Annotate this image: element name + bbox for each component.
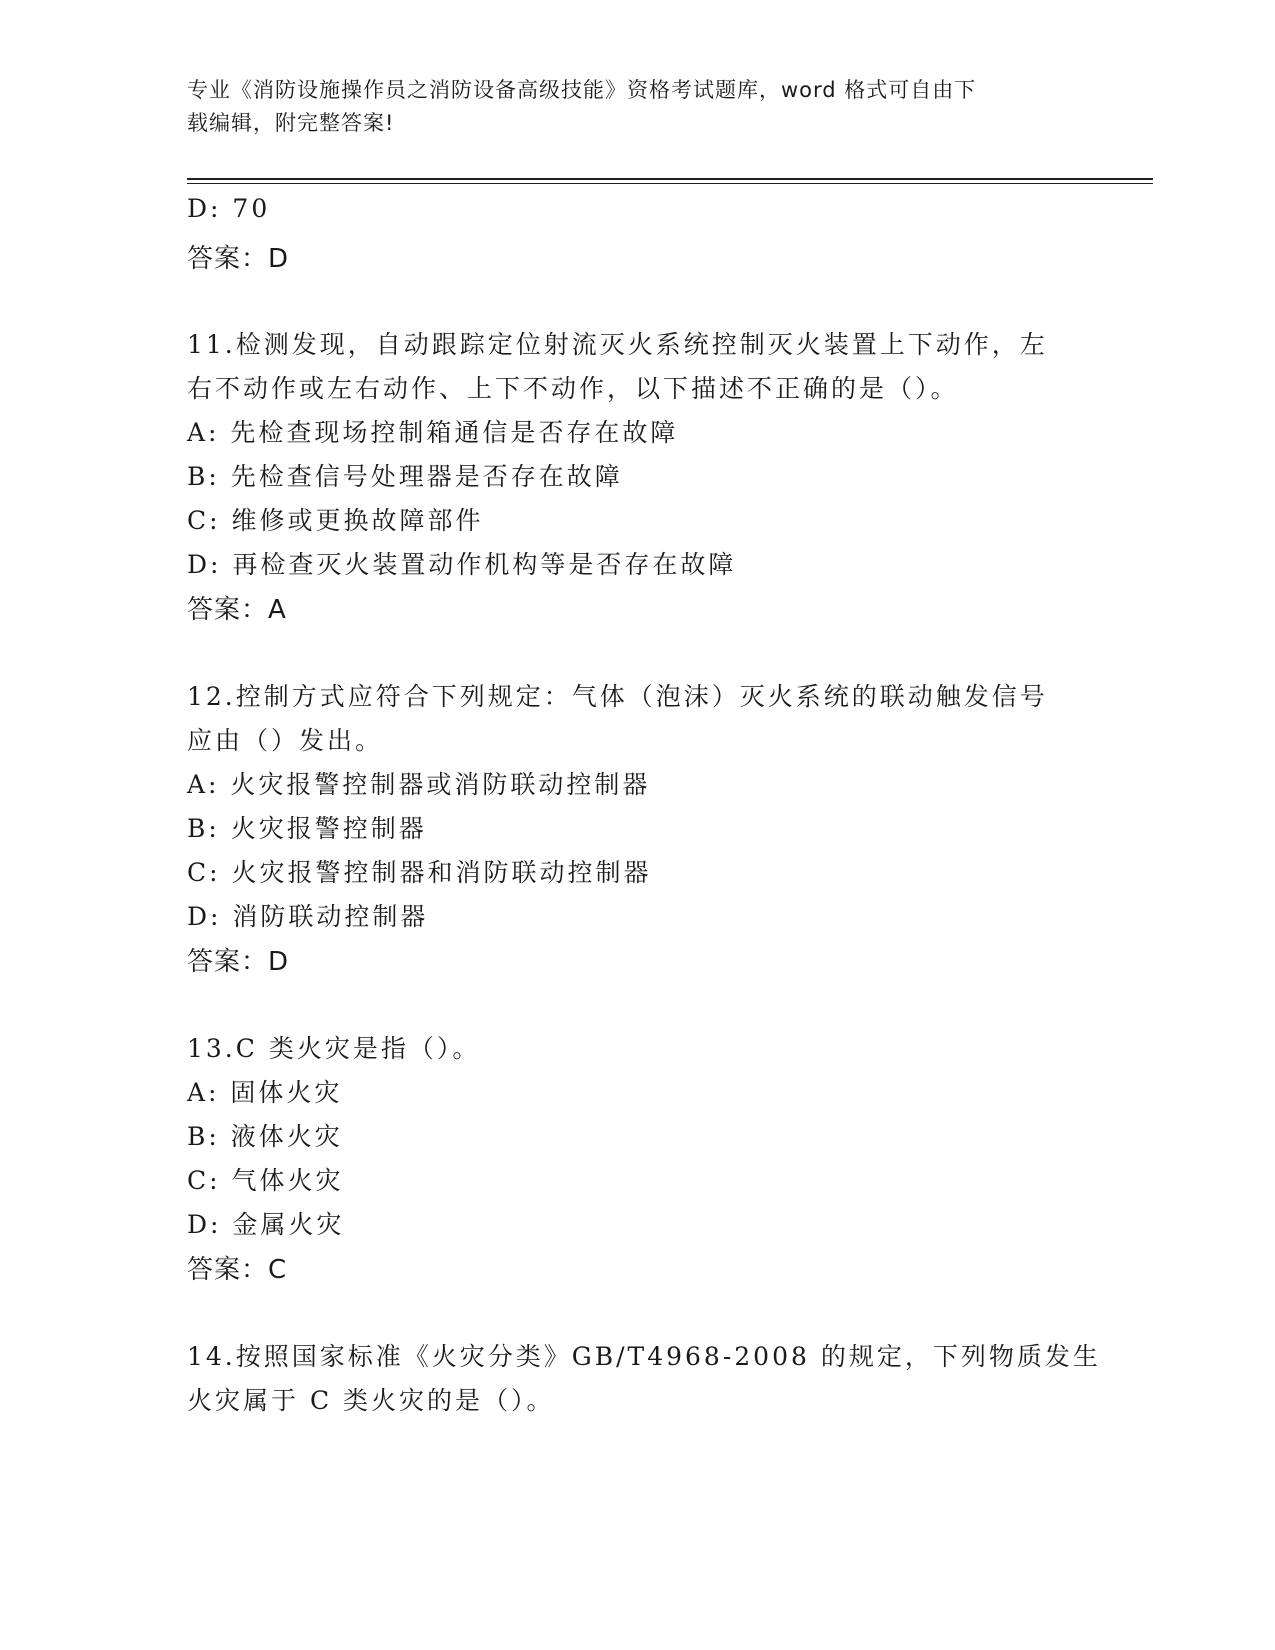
q13-stem-line-1: 13.C 类火灾是指（）。: [187, 1034, 481, 1063]
q11-answer: 答案：A: [187, 595, 287, 625]
q12-option-d: D: 消防联动控制器: [187, 902, 429, 931]
q13-option-d: D: 金属火灾: [187, 1210, 345, 1239]
q13-option-c: C: 气体火灾: [187, 1166, 344, 1195]
prev-answer: 答案：D: [187, 244, 290, 274]
q11-option-c: C: 维修或更换故障部件: [187, 506, 484, 535]
q11-option-d: D: 再检查灭火装置动作机构等是否存在故障: [187, 550, 737, 579]
q11-stem-line-2: 右不动作或左右动作、上下不动作，以下描述不正确的是（）。: [187, 374, 959, 403]
q13-answer: 答案：C: [187, 1255, 288, 1285]
header-divider-thick: [187, 178, 1153, 180]
q12-answer: 答案：D: [187, 947, 290, 977]
prev-option-d: D: 70: [187, 194, 271, 223]
q14-stem-line-2: 火灾属于 C 类火灾的是（）。: [187, 1386, 555, 1415]
q13-option-b: B: 液体火灾: [187, 1122, 343, 1151]
document-header: [187, 74, 1067, 140]
q12-option-c: C: 火灾报警控制器和消防联动控制器: [187, 858, 652, 887]
q11-option-a: A: 先检查现场控制箱通信是否存在故障: [187, 418, 679, 447]
q11-stem-line-1: 11.检测发现，自动跟踪定位射流灭火系统控制灭火装置上下动作，左: [187, 330, 1048, 359]
header-line-2: 载编辑，附完整答案!: [187, 111, 395, 135]
q13-option-a: A: 固体火灾: [187, 1078, 343, 1107]
q11-option-b: B: 先检查信号处理器是否存在故障: [187, 462, 623, 491]
q12-stem-line-2: 应由（）发出。: [187, 726, 384, 755]
header-line-1: 专业《消防设施操作员之消防设备高级技能》资格考试题库，word 格式可自由下: [187, 78, 977, 102]
q12-option-a: A: 火灾报警控制器或消防联动控制器: [187, 770, 651, 799]
q12-option-b: B: 火灾报警控制器: [187, 814, 427, 843]
header-divider-thin: [187, 183, 1153, 184]
q14-stem-line-1: 14.按照国家标准《火灾分类》GB/T4968-2008 的规定，下列物质发生: [187, 1342, 1101, 1371]
q12-stem-line-1: 12.控制方式应符合下列规定：气体（泡沫）灭火系统的联动触发信号: [187, 682, 1048, 711]
